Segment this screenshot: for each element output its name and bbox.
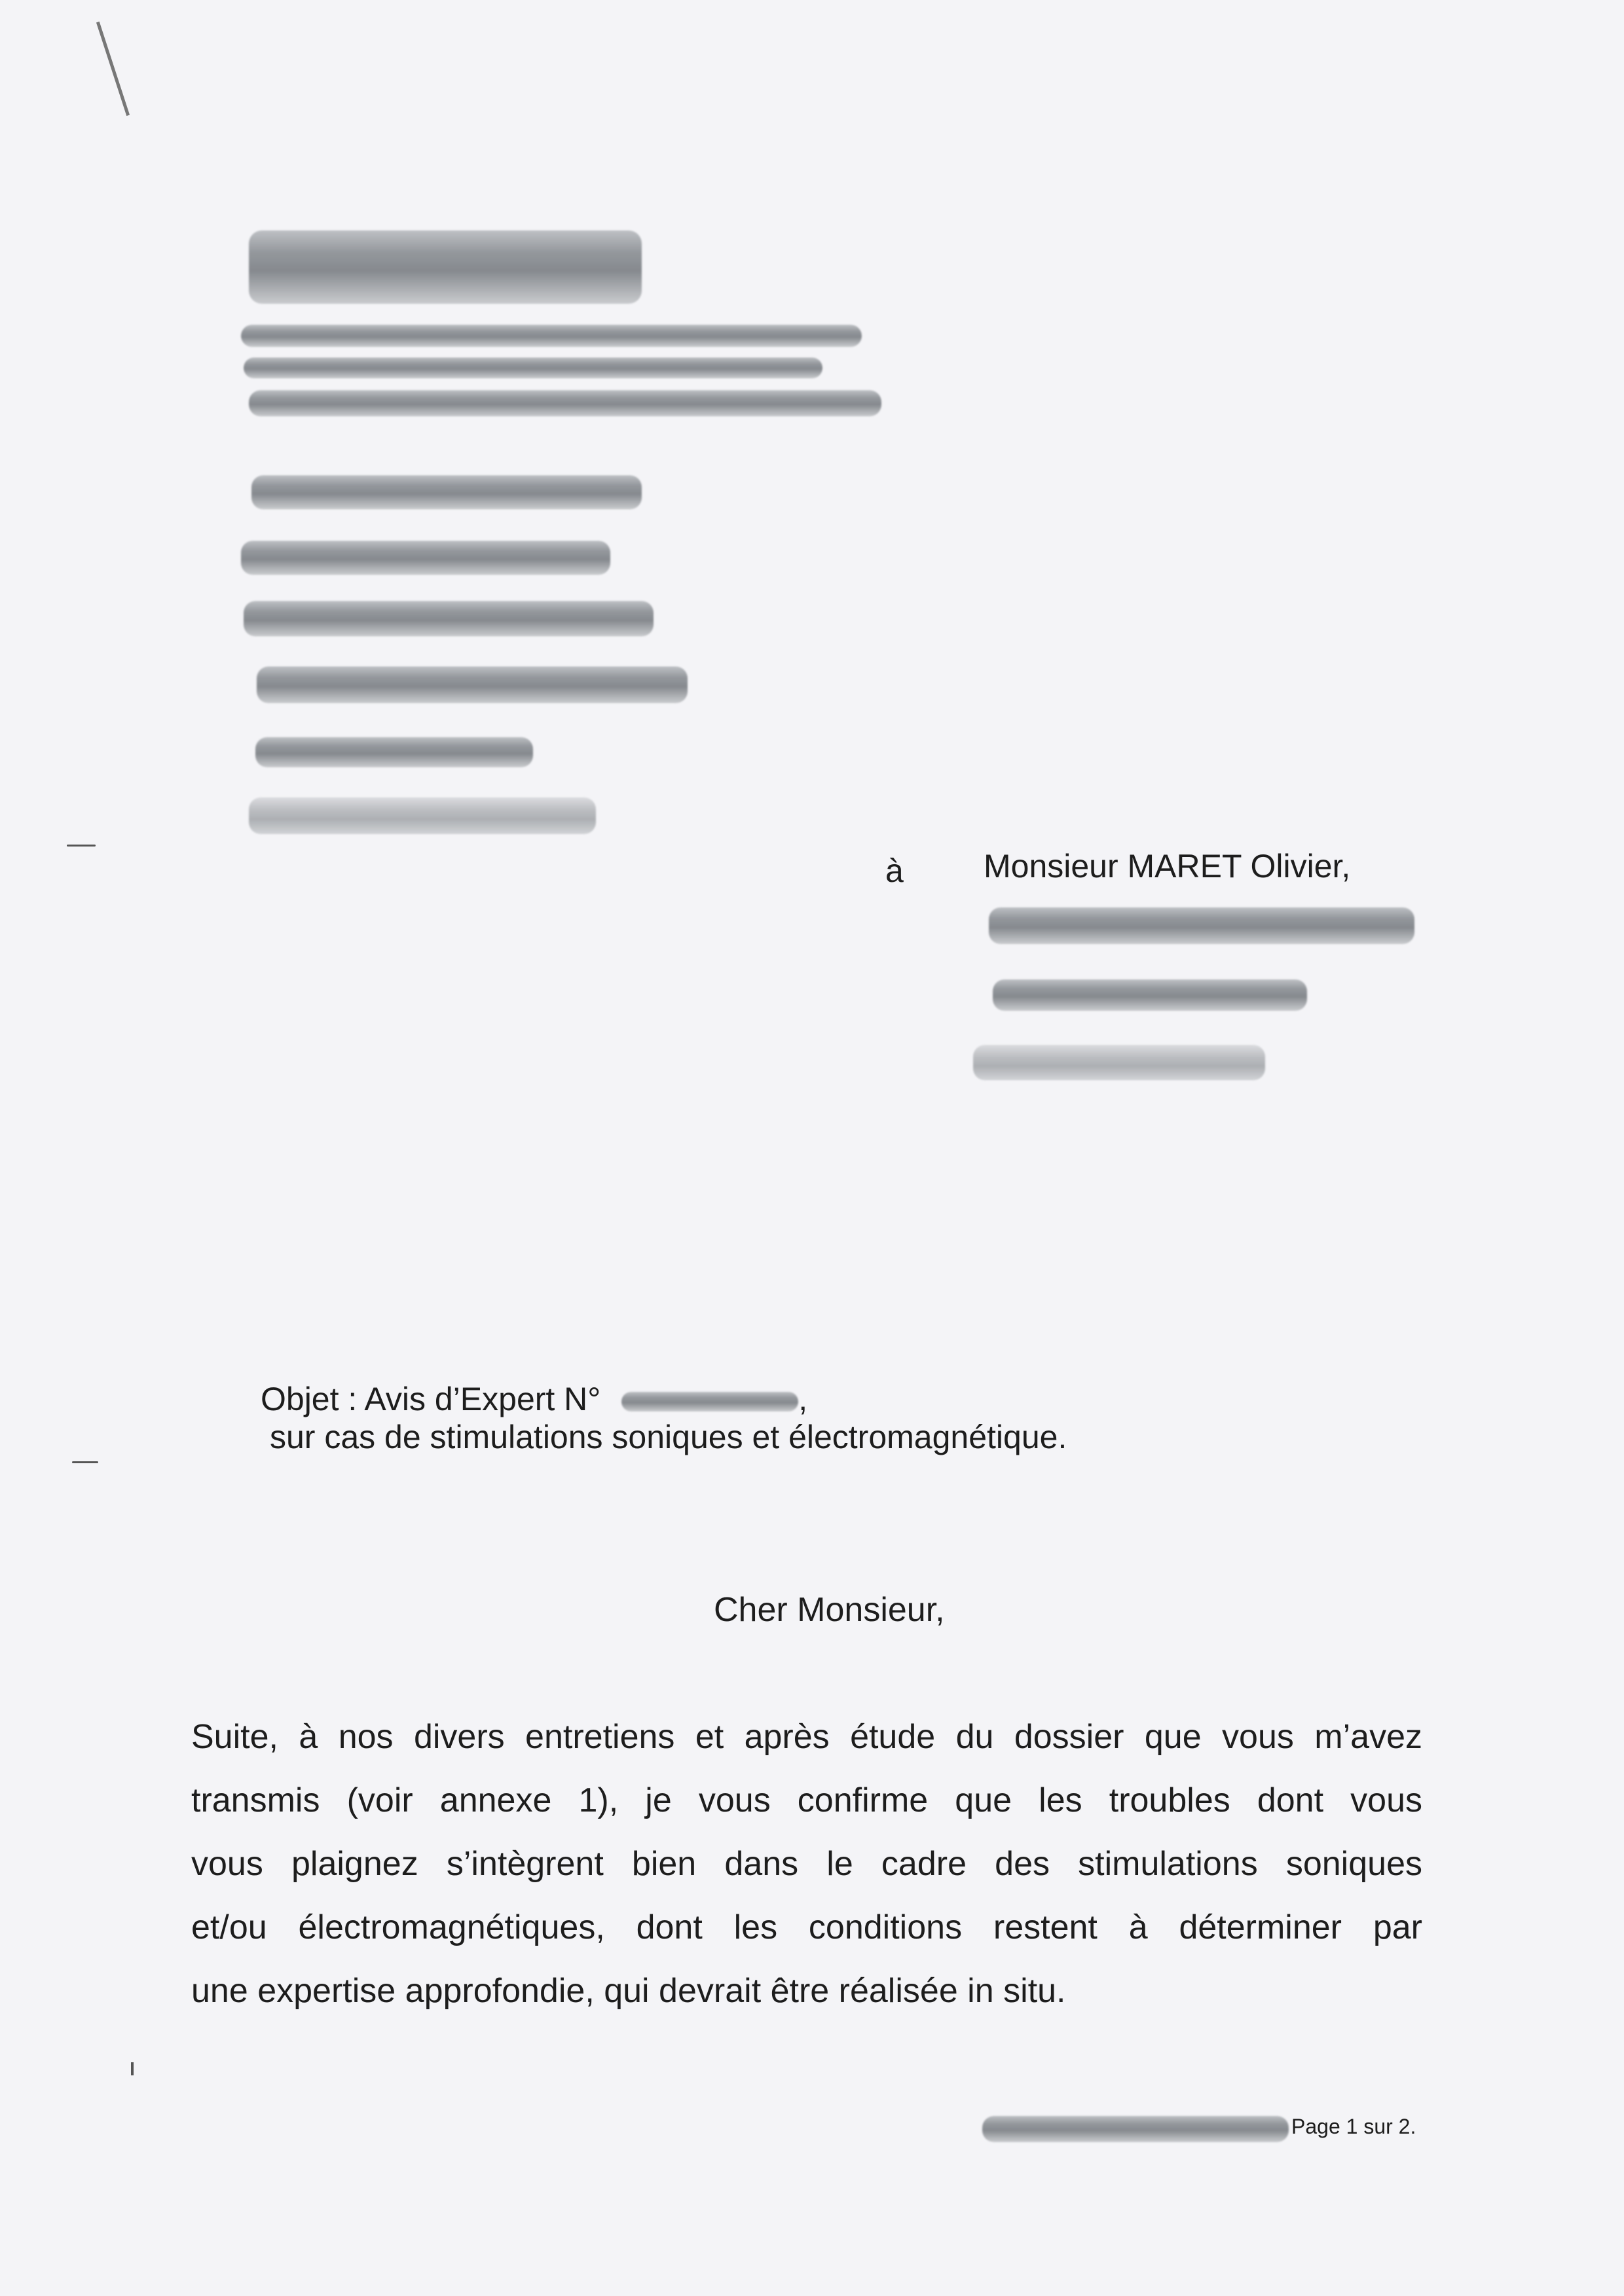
redacted-reference-number (621, 1392, 798, 1412)
redacted-sender-line (249, 390, 881, 416)
redacted-recipient-address (993, 979, 1307, 1011)
recipient-name: Monsieur MARET Olivier, (984, 848, 1351, 884)
body-line: vous plaignez s’intègrent bien dans le cadre des stimulations soniques (191, 1845, 1422, 1883)
redacted-sender-line (244, 357, 822, 378)
redacted-recipient-address (973, 1045, 1265, 1080)
redacted-sender-line (249, 797, 596, 834)
redacted-footer-reference (982, 2116, 1289, 2142)
redacted-sender-line (241, 541, 610, 575)
body-line: une expertise approfondie, qui devrait être réalisée in situ. (191, 1972, 1066, 2010)
body-line: transmis (voir annexe 1), je vous confirme que les troubles dont vous (191, 1781, 1422, 1819)
subject-line-2: sur cas de stimulations soniques et électromagnétique. (270, 1419, 1067, 1455)
scan-mark (96, 22, 130, 116)
recipient-prefix: à (885, 852, 904, 889)
redacted-sender-line (244, 601, 654, 636)
body-line: et/ou électromagnétiques, dont les conditions restent à déterminer par (191, 1908, 1422, 1946)
subject-suffix: , (798, 1381, 808, 1417)
scan-mark (67, 845, 96, 847)
subject-line-1 (261, 1383, 807, 1415)
redacted-sender-line (241, 325, 862, 347)
redacted-sender-name (249, 230, 642, 304)
redacted-sender-line (257, 666, 688, 703)
greeting: Cher Monsieur, (714, 1591, 945, 1629)
page-number: Page 1 sur 2. (1291, 2115, 1416, 2138)
body-line: Suite, à nos divers entretiens et après étude du dossier que vous m’avez (191, 1718, 1422, 1756)
redacted-recipient-address (989, 907, 1414, 944)
scan-mark (131, 2062, 134, 2075)
redacted-sender-line (251, 475, 642, 509)
subject-label: Objet : Avis d’Expert N° (261, 1381, 601, 1417)
body-paragraph (191, 1705, 1422, 2023)
scan-mark (72, 1461, 98, 1463)
redacted-sender-line (255, 737, 533, 767)
